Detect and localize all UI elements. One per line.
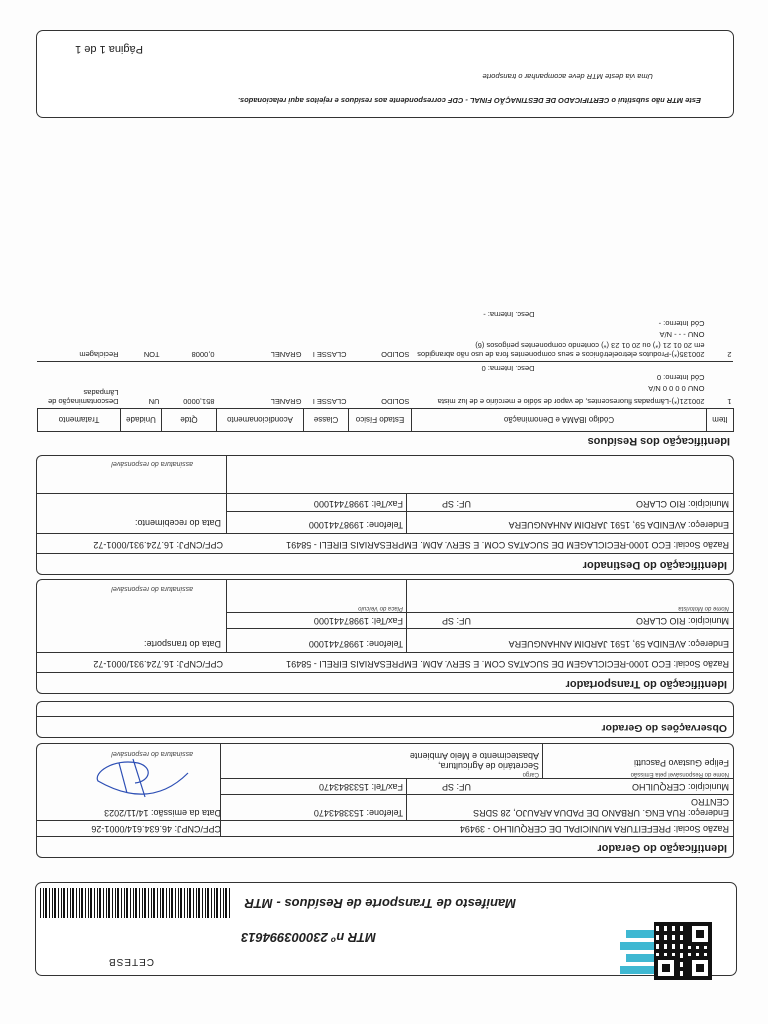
row-acond: GRANEL	[217, 308, 304, 362]
row-denominacao	[412, 308, 707, 362]
col-qtde: Qtde	[162, 409, 217, 432]
row-tratamento: Descontaminação de Lâmpadas	[48, 388, 119, 406]
col-denominacao: Código IBAMA e Denominação	[412, 409, 707, 432]
row-onu: ONU 0 0 0 0 N/A	[648, 384, 705, 393]
row-acond: GRANEL	[270, 397, 302, 406]
gerador-section	[36, 743, 734, 858]
row-item: 2	[707, 308, 734, 362]
row-denominacao-text: 200121(*)-Lâmpadas fluorescentes, de vapor de sódio e mercúrio e de luz mista	[437, 397, 705, 406]
gerador-razao-social: Razão Social: PREFEITURA MUNICIPAL DE CERQUILHO - 39494	[459, 824, 729, 834]
transportador-uf: UF: SP	[441, 616, 471, 626]
mtr-number: MTR nº 230003994613	[241, 930, 376, 945]
gerador-cargo: Secretário de Agricultura, Abastecimento e Meio Ambiente	[409, 751, 539, 771]
row-classe: CLASSE I	[312, 397, 347, 406]
transportador-telefone: Telefone: 19987441000	[308, 639, 403, 649]
destinador-section	[36, 455, 734, 575]
row-denominacao-text: 200135(*)-Produtos eletroeletrônicos e seus componentes fora de uso não abrangidos em 20 01 21 (*) ou 20 01 23 (*) contendo componentes perigosos (6)	[417, 341, 705, 359]
row-item: 1	[727, 397, 732, 406]
destinador-uf: UF: SP	[441, 499, 471, 509]
row-qtde: 0,0008	[162, 308, 217, 362]
gerador-fax: Fax/Tel: 1533843470	[318, 782, 403, 792]
col-classe: Classe	[304, 409, 349, 432]
transportador-fax: Fax/Tel: 19987441000	[313, 616, 403, 626]
row-cod-interno: Cód Interno: -	[658, 319, 705, 328]
destinador-cnpj: CPF/CNPJ: 16.724.931/0001-72	[93, 540, 223, 550]
gerador-data-emissao: Data da emissão: 14/11/2023	[104, 808, 221, 818]
destinador-endereco: Endereço: AVENIDA 59, 1591 JARDIM ANHANGUERA	[508, 520, 729, 530]
org-name: CETESB	[107, 956, 154, 967]
col-acondicionamento: Acondicionamento	[217, 409, 304, 432]
row-cod-interno: Cód Interno: 0	[656, 373, 705, 382]
row-classe: CLASSE I	[304, 308, 349, 362]
gerador-resp-label: Nome do Responsável pela Emissão	[630, 771, 729, 777]
table-row	[38, 362, 734, 409]
residuos-title: Identificação dos Resíduos	[587, 435, 730, 447]
gerador-uf: UF: SP	[441, 782, 471, 792]
gerador-cnpj: CPF/CNPJ: 46.634.614/0001-26	[91, 824, 221, 834]
row-estado: SOLIDO	[349, 308, 412, 362]
transportador-cnpj: CPF/CNPJ: 16.724.931/0001-72	[93, 659, 223, 669]
destinador-assinatura-label: assinatura do responsável	[111, 460, 193, 467]
signature-drawing	[83, 753, 193, 803]
footer-note: Este MTR não substitui o CERTIFICADO DE DESTINAÇÃO FINAL - CDF correspondente aos resíduos e rejeitos aqui relacionados.	[237, 96, 701, 105]
col-tratamento: Tratamento	[38, 409, 121, 432]
destinador-municipio: Município: RIO CLARO	[635, 499, 729, 509]
gerador-assinatura-label: assinatura do responsável	[111, 750, 193, 757]
barcode	[40, 888, 230, 918]
gerador-municipio: Município: CERQUILHO	[631, 782, 729, 792]
transportador-razao-social: Razão Social: ECO 1000-RECICLAGEM DE SUCATAS COM. E SERV. ADM. EMPRESARIAIS EIRELI - 58491	[286, 659, 729, 669]
gerador-cargo-label: Cargo	[522, 771, 539, 777]
residuos-header-row	[38, 409, 734, 432]
destinador-fax: Fax/Tel: 19987441000	[313, 499, 403, 509]
transportador-section	[36, 579, 734, 694]
motorista-label: Nome do Motorista	[678, 605, 729, 611]
col-unidade: Unidade	[121, 409, 162, 432]
residuos-table	[37, 308, 734, 432]
table-row	[38, 308, 734, 362]
destinador-data-recebimento: Data do recebimento:	[134, 518, 221, 528]
gerador-telefone: Telefone: 1533843470	[313, 808, 403, 818]
destinador-razao-social: Razão Social: ECO 1000-RECICLAGEM DE SUCATAS COM. E SERV. ADM. EMPRESARIAIS EIRELI - 58491	[286, 540, 729, 550]
observacoes-title: Observações do Gerador	[601, 722, 727, 734]
row-denominacao	[412, 362, 707, 409]
observacoes-section	[36, 701, 734, 738]
gerador-title: Identificação do Gerador	[597, 842, 727, 854]
document-title: Manifesto de Transporte de Resíduos - MTR	[244, 896, 516, 911]
destinador-telefone: Telefone: 19987441000	[308, 520, 403, 530]
transportador-endereco: Endereço: AVENIDA 59, 1591 JARDIM ANHANGUERA	[508, 639, 729, 649]
gerador-resp-nome: Felipe Gustavo Pascutti	[633, 758, 729, 768]
transportador-assinatura-label: assinatura do responsável	[111, 585, 193, 592]
placa-label: Placa do Veículo	[358, 605, 403, 611]
transportador-data-transporte: Data do transporte:	[143, 639, 221, 649]
transportador-title: Identificação do Transportador	[565, 678, 727, 690]
row-onu: ONU - - - N/A	[659, 330, 705, 339]
row-unidade: UN	[148, 397, 160, 406]
row-qtde: 851,0000	[183, 397, 215, 406]
col-estado: Estado Físico	[349, 409, 412, 432]
col-item: Item	[707, 409, 734, 432]
gerador-endereco-bairro: CENTRO	[691, 797, 729, 807]
row-desc-interna: Desc. Interna: -	[483, 310, 535, 319]
footer-note-2: Uma via deste MTR deve acompanhar o transporte	[482, 72, 653, 81]
row-desc-interna: Desc. Interna: 0	[481, 364, 535, 373]
row-estado: SOLIDO	[381, 397, 410, 406]
footer-box	[36, 30, 734, 118]
row-unidade: TON	[121, 308, 162, 362]
gerador-endereco: Endereço: RUA ENG. URBANO DE PADUA ARAUJO, 28 SDRS	[473, 808, 729, 818]
qr-code	[654, 922, 712, 980]
transportador-municipio: Município: RIO CLARO	[635, 616, 729, 626]
page-number: Página 1 de 1	[75, 43, 143, 55]
row-tratamento: Reciclagem	[38, 308, 121, 362]
destinador-title: Identificação do Destinador	[582, 559, 727, 571]
